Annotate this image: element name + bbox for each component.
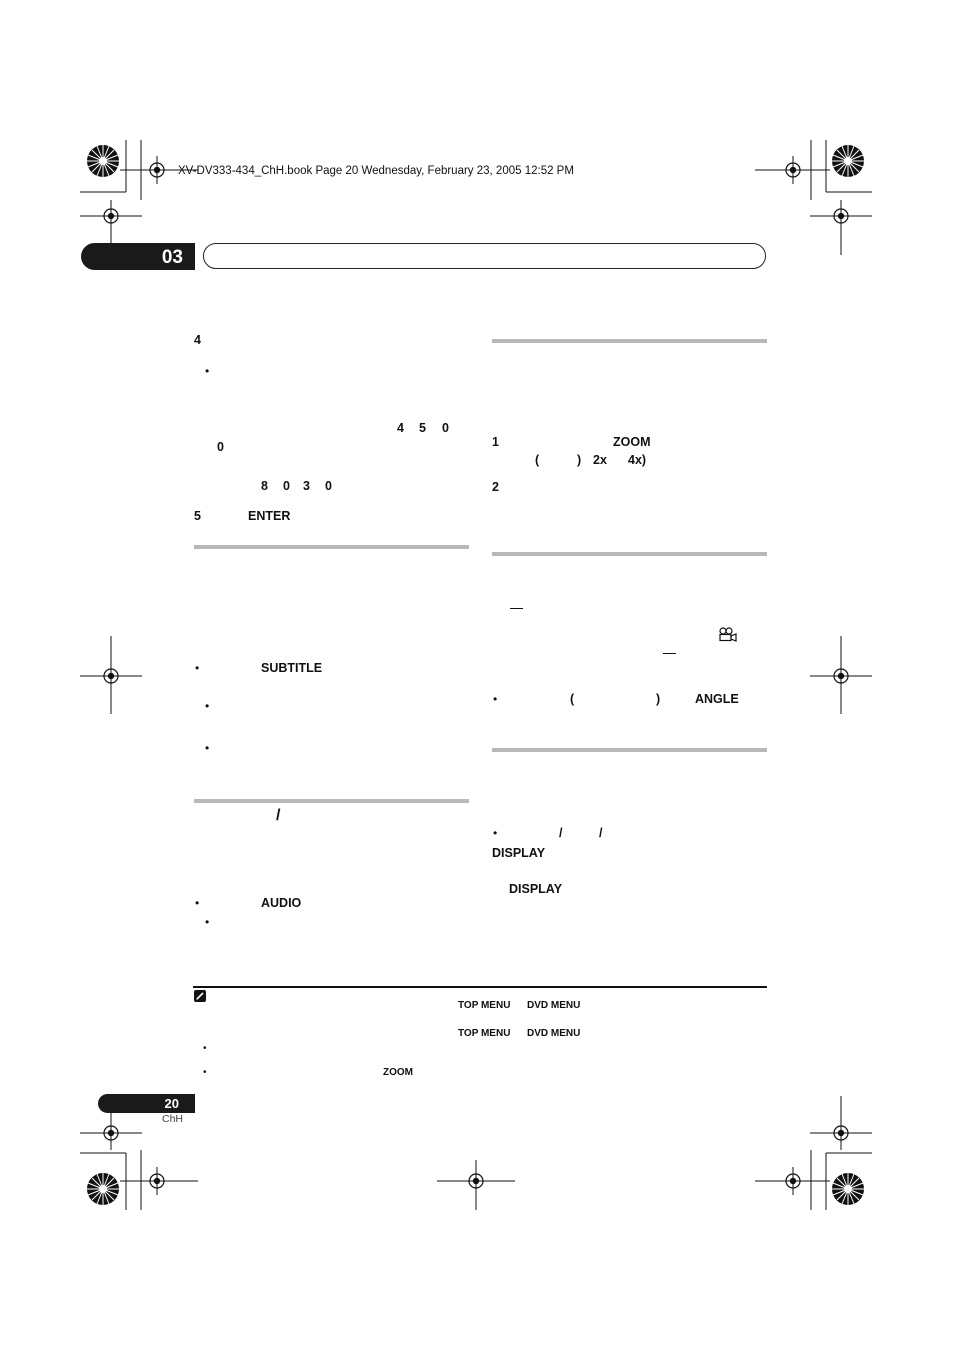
zoom-key-label: ZOOM [613, 435, 651, 449]
digit: 0 [325, 479, 332, 493]
display-key-label: DISPLAY [509, 882, 563, 896]
bullet-icon: • [205, 699, 210, 713]
paren-close: ) [656, 692, 661, 706]
chapter-tab [81, 243, 195, 270]
bullet-icon: • [203, 1067, 207, 1078]
underline-mark [510, 608, 523, 609]
top-menu-key-label: TOP MENU [458, 1028, 511, 1039]
slash: / [599, 826, 603, 840]
digit: 0 [442, 421, 449, 435]
paren-open: ( [570, 692, 575, 706]
bullet-icon: • [205, 364, 210, 378]
digit: 0 [283, 479, 290, 493]
digit: 5 [419, 421, 426, 435]
zoom-2x-label: 2x [593, 453, 607, 467]
step-number: 2 [492, 480, 499, 494]
paren-open: ( [535, 453, 540, 467]
language-code: ChH [162, 1113, 184, 1125]
top-menu-key-label: TOP MENU [458, 1000, 511, 1011]
slash: / [559, 826, 563, 840]
dvd-menu-key-label: DVD MENU [527, 1000, 581, 1011]
section-title-slash: / [276, 807, 281, 824]
camera-angle-icon [718, 627, 738, 642]
bullet-icon: • [493, 826, 498, 840]
section-divider [492, 339, 767, 343]
starburst-target-icon [87, 1173, 119, 1205]
digit: 8 [261, 479, 268, 493]
note-divider [193, 986, 767, 988]
paren-close: ) [577, 453, 582, 467]
angle-key-label: ANGLE [695, 692, 739, 706]
starburst-target-icon [87, 145, 119, 177]
section-divider [492, 552, 767, 556]
zoom-4x-label: 4x) [628, 453, 647, 467]
chapter-number: 03 [161, 247, 183, 268]
note-pencil-icon [194, 990, 206, 1002]
underline-mark [663, 653, 676, 654]
subtitle-key-label: SUBTITLE [261, 661, 323, 675]
page-number: 20 [164, 1096, 179, 1111]
step-number: 5 [194, 509, 201, 523]
enter-key-label: ENTER [248, 509, 291, 523]
step-number: 4 [194, 333, 201, 347]
digit: 0 [217, 440, 224, 454]
bullet-icon: • [203, 1043, 207, 1054]
page-number-tab [98, 1094, 195, 1113]
section-divider [194, 799, 469, 803]
bullet-icon: • [205, 741, 210, 755]
section-divider [492, 748, 767, 752]
chapter-header-box [203, 243, 766, 269]
bullet-icon: • [205, 915, 210, 929]
starburst-target-icon [832, 145, 864, 177]
bullet-icon: • [195, 661, 200, 675]
digit: 3 [303, 479, 310, 493]
bullet-icon: • [493, 692, 498, 706]
print-header: XV-DV333-434_ChH.book Page 20 Wednesday, February 23, 2005 12:52 PM [178, 165, 574, 177]
bullet-icon: • [195, 896, 200, 910]
section-divider [194, 545, 469, 549]
step-number: 1 [492, 435, 499, 449]
digit: 4 [397, 421, 404, 435]
audio-key-label: AUDIO [261, 896, 302, 910]
zoom-key-label: ZOOM [383, 1067, 413, 1078]
starburst-target-icon [832, 1173, 864, 1205]
display-key-label: DISPLAY [492, 846, 546, 860]
dvd-menu-key-label: DVD MENU [527, 1028, 581, 1039]
